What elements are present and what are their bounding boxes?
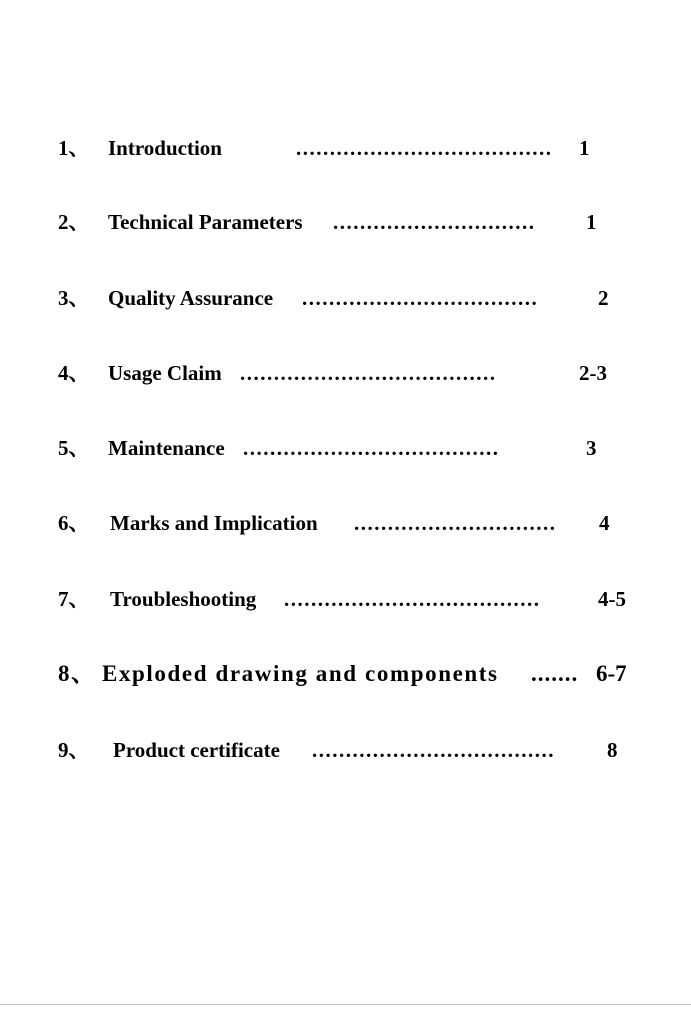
toc-entry-usage-claim[interactable] <box>58 360 618 386</box>
toc-entry-number: 7、 <box>58 587 90 611</box>
toc-entry-title: Maintenance <box>108 436 225 460</box>
toc-entry-quality-assurance[interactable] <box>58 285 618 311</box>
toc-entry-title: Marks and Implication <box>110 511 318 535</box>
toc-entry-number: 3、 <box>58 286 90 310</box>
toc-dot-leader: ...................................... <box>296 136 553 160</box>
toc-entry-marks-and-implication[interactable] <box>58 510 618 536</box>
toc-entry-maintenance[interactable] <box>58 435 618 461</box>
toc-entry-page: 4-5 <box>598 587 626 611</box>
toc-dot-leader: ................................... <box>302 286 539 310</box>
toc-entry-product-certificate[interactable] <box>58 737 638 763</box>
toc-entry-page: 6-7 <box>596 661 627 686</box>
toc-entry-number: 2、 <box>58 210 90 234</box>
toc-entry-title: Introduction <box>108 136 222 160</box>
toc-dot-leader: ...................................... <box>243 436 500 460</box>
toc-entry-title: Troubleshooting <box>110 587 257 611</box>
toc-dot-leader: .............................. <box>354 511 557 535</box>
toc-dot-leader: .................................... <box>312 738 555 762</box>
page-bottom-edge <box>0 1004 691 1005</box>
toc-entry-page: 1 <box>586 210 597 234</box>
toc-entry-title: Quality Assurance <box>108 286 274 310</box>
toc-dot-leader: ....... <box>531 661 579 686</box>
toc-entry-exploded-drawing[interactable] <box>58 661 638 687</box>
toc-dot-leader: .............................. <box>333 210 536 234</box>
toc-entry-page: 3 <box>586 436 597 460</box>
toc-entry-number: 8、 <box>58 661 96 686</box>
toc-entry-troubleshooting[interactable] <box>58 586 638 612</box>
toc-dot-leader: ...................................... <box>284 587 541 611</box>
toc-entry-title: Product certificate <box>113 738 280 762</box>
toc-entry-number: 1、 <box>58 136 90 160</box>
toc-entry-number: 9、 <box>58 738 90 762</box>
toc-entry-page: 1 <box>579 136 590 160</box>
toc-entry-page: 2-3 <box>579 361 607 385</box>
toc-entry-page: 4 <box>599 511 610 535</box>
toc-entry-technical-parameters[interactable] <box>58 209 618 235</box>
toc-entry-title: Technical Parameters <box>108 210 303 234</box>
toc-entry-number: 5、 <box>58 436 90 460</box>
toc-entry-number: 4、 <box>58 361 90 385</box>
toc-entry-title: Usage Claim <box>108 361 222 385</box>
toc-entry-number: 6、 <box>58 511 90 535</box>
toc-entry-page: 8 <box>607 738 618 762</box>
toc-entry-introduction[interactable] <box>58 135 618 161</box>
toc-entry-title: Exploded drawing and components <box>102 661 499 686</box>
toc-entry-page: 2 <box>598 286 609 310</box>
toc-dot-leader: ...................................... <box>240 361 497 385</box>
